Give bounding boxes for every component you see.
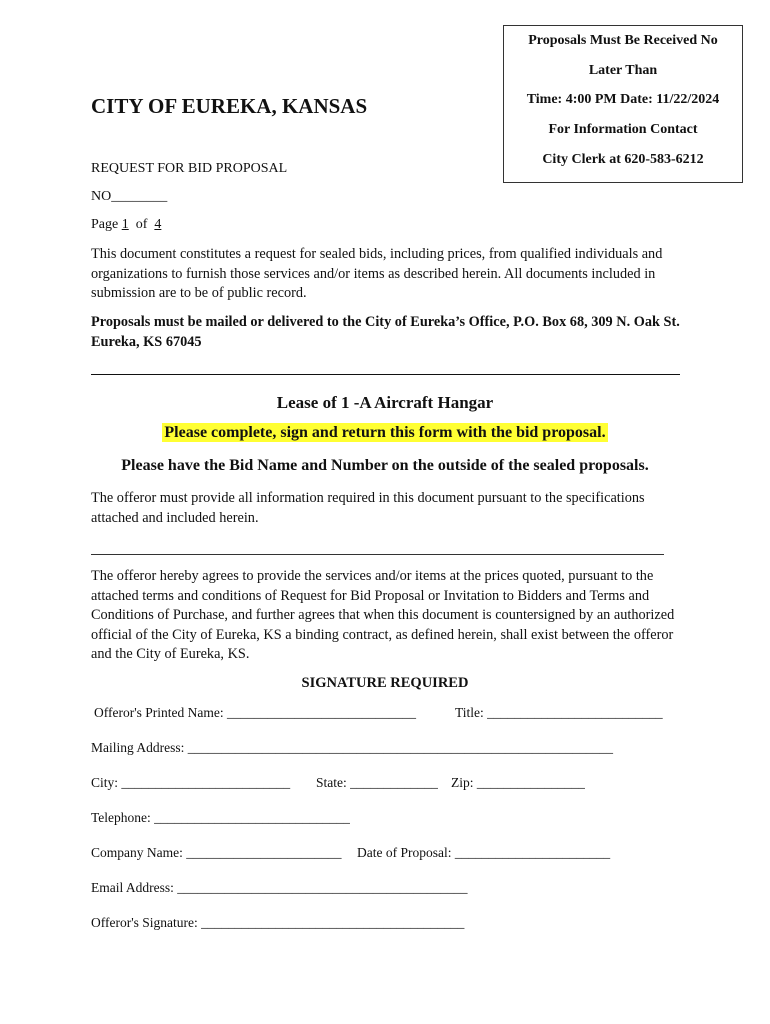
intro-paragraph: This document constitutes a request for sealed bids, including prices, from qualified individuals and organizations to furnish those services and/or items as described herein. All documents included in submission are to be of public record. bbox=[91, 246, 663, 301]
highlighted-instruction: Please complete, sign and return this form with the bid proposal. bbox=[164, 424, 606, 441]
bid-name-note: Please have the Bid Name and Number on the outside of the sealed proposals. bbox=[121, 457, 649, 474]
request-label: REQUEST FOR BID PROPOSAL bbox=[91, 161, 288, 176]
page-of: of bbox=[135, 217, 148, 232]
notice-line-2: Later Than bbox=[588, 63, 658, 78]
notice-deadline-time-date: Time: 4:00 PM Date: 11/22/2024 bbox=[526, 92, 720, 107]
title-field[interactable]: Title: __________________________ bbox=[455, 705, 663, 720]
section-divider bbox=[91, 374, 680, 375]
mailing-notice: Proposals must be mailed or delivered to the City of Eureka’s Office, P.O. Box 68, 309 N. Oak St. Eureka, KS 67045 bbox=[91, 314, 680, 350]
signature-heading: SIGNATURE REQUIRED bbox=[301, 675, 469, 691]
instruction-line bbox=[0, 424, 770, 442]
section-divider-2 bbox=[91, 554, 664, 555]
page-title: CITY OF EUREKA, KANSAS bbox=[91, 94, 368, 118]
notice-contact-phone: City Clerk at 620-583-6212 bbox=[542, 152, 704, 167]
date-of-proposal-field[interactable]: Date of Proposal: _______________________ bbox=[357, 845, 611, 860]
state-field[interactable]: State: _____________ bbox=[316, 775, 438, 790]
page-total: 4 bbox=[154, 217, 162, 232]
page-label: Page bbox=[91, 217, 119, 232]
company-name-field[interactable]: Company Name: _______________________ bbox=[91, 845, 342, 860]
deadline-notice-box bbox=[503, 25, 743, 183]
notice-line-4: For Information Contact bbox=[548, 122, 698, 137]
page-indicator bbox=[91, 217, 161, 233]
mailing-address-field[interactable]: Mailing Address: _______________________________________________________________ bbox=[91, 740, 613, 755]
offeror-signature-field[interactable]: Offeror's Signature: _______________________________________ bbox=[91, 915, 465, 930]
offeror-printed-name-field[interactable]: Offeror's Printed Name: ____________________________ bbox=[94, 705, 417, 720]
requirement-paragraph: The offeror must provide all information required in this document pursuant to the specifications attached and included herein. bbox=[91, 490, 645, 526]
notice-line-1: Proposals Must Be Received No bbox=[528, 33, 718, 48]
email-address-field[interactable]: Email Address: ___________________________________________ bbox=[91, 880, 468, 895]
project-title: Lease of 1 -A Aircraft Hangar bbox=[276, 393, 494, 412]
page-current: 1 bbox=[121, 217, 129, 232]
agreement-paragraph: The offeror hereby agrees to provide the services and/or items at the prices quoted, pursuant to the attached terms and conditions of Request for Bid Proposal or Invitation to Bidders and Terms and Conditions of Purchase, and further agrees that when this document is countersigned by an authorized official of the City of Eureka, KS a binding contract, as defined herein, shall exist between the offeror and the City of Eureka, KS. bbox=[91, 568, 675, 662]
zip-field[interactable]: Zip: ________________ bbox=[451, 775, 585, 790]
telephone-field[interactable]: Telephone: _____________________________ bbox=[91, 810, 350, 825]
bid-number-field: NO________ bbox=[91, 189, 168, 204]
city-field[interactable]: City: _________________________ bbox=[91, 775, 291, 790]
